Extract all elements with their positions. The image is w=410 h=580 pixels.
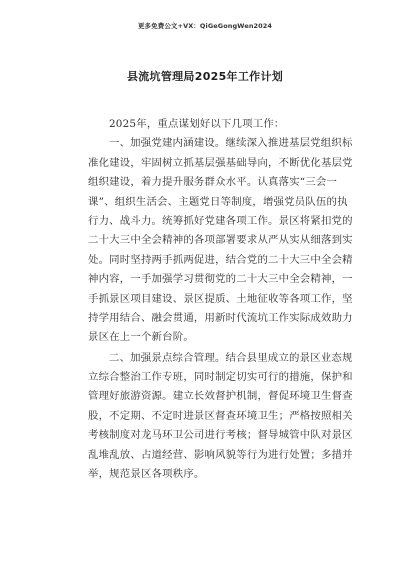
body-line: 2025年，重点谋划好以下几项工作： — [109, 118, 285, 130]
body-line: 景区在上一个新台阶。 — [88, 331, 194, 344]
body-line: 二、加强景点综合管理。结合县里成立的景区业态规 — [109, 351, 353, 364]
body-line: 持学用结合、融会贯通，用新时代流坑工作实际成效助力 — [88, 311, 353, 324]
body-line: 管理好旅游资源。建立长效督护机制，督促环境卫生督查 — [88, 390, 353, 403]
body-line: 神内容，一手加强学习贯彻党的二十大三中全会精神，一 — [88, 273, 353, 286]
document-body — [88, 115, 353, 484]
body-line: 课”、组织生活会、主题党日等制度，增强党员队伍的执 — [88, 195, 348, 208]
body-line: 手抓景区项目建设、景区提质、土地征收等各项工作，坚 — [88, 292, 353, 305]
body-line: 立综合整治工作专班，同时制定切实可行的措施，保护和 — [88, 371, 353, 384]
body-line: 股，不定期、不定时进景区督查环境卫生；严格按照相关 — [88, 409, 353, 422]
body-line: 处。同时坚持两手抓两促进，结合党的二十大三中全会精 — [88, 253, 353, 266]
body-line: 组织建设，着力提升服务群众水平。认真落实“三会一 — [88, 176, 338, 189]
body-line: 行力、战斗力。统筹抓好党建各项工作。景区将紧扣党的 — [88, 214, 353, 227]
body-line: 二十大三中全会精神的各项部署要求从严从实从细落到实 — [88, 234, 353, 247]
body-line: 一、加强党建内涵建设。继续深入推进基层党组织标 — [109, 137, 353, 150]
body-line: 举，规范景区各项秩序。 — [88, 468, 205, 481]
document-title: 县流坑管理局2025年工作计划 — [126, 70, 284, 83]
header-note: 更多免费公文+VX：QiGeGongWen2024 — [137, 22, 273, 30]
body-line: 准化建设，牢固树立抓基层强基础导向，不断优化基层党 — [88, 156, 353, 169]
body-line: 乱堆乱放、占道经营、影响风貌等行为进行处置；多措并 — [88, 448, 353, 461]
body-line: 考核制度对龙马环卫公司进行考核；督导城管中队对景区 — [88, 429, 353, 442]
